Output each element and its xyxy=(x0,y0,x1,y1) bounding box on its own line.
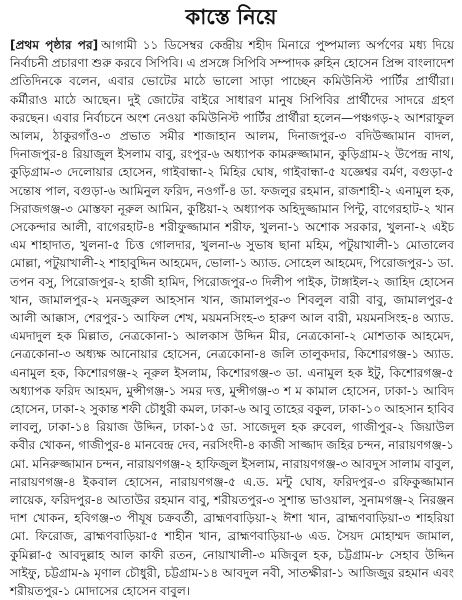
article-body-text: আগামী ১১ ডিসেম্বর কেন্দ্রীয় শহীদ মিনারে পুষ্পমাল্য অর্পণের মধ্য দিয়ে নির্বাচনী প্রচারণা শুরু করবে সিপিবি। এ প্রসঙ্গে সিপিবি সম্পাদক রুহিন হোসেন প্রিন্স বাংলাদেশ প্রতিদিনকে বলেন, এবার ভোটের মাঠে ভালো সাড়া পাচ্ছেন কমিউনিস্ট পার্টির প্রার্থীরা। কর্মীরাও মাঠে আছেন। দুই জোটের বাইরে সাধারণ মানুষ সিপিবির প্রার্থীদের সাদরে গ্রহণ করছেন। এবার নির্বাচনে অংশ নেওয়া কমিউনিস্ট পার্টির প্রার্থীরা হলেন—পঞ্চগড়-২ আশরাফুল আলম, ঠাকুরগাঁও-৩ প্রভাত সমীর শাজাহান আলম, দিনাজপুর-৩ বদিউজ্জামান বাদল, দিনাজপুর-৪ রিয়াজুল ইসলাম বাবু, রংপুর-৬ অধ্যাপক কামরুজ্জামান, কুড়িগ্রাম-২ উপেন্দ্র নাথ, কুড়িগ্রাম-৩ দেলোয়ার হোসেন, গাইবান্ধা-২ মিহির ঘোষ, গাইবান্ধা-৫ যজ্ঞেশ্বর বর্মণ, বগুড়া-৫ সন্তোষ পাল, বগুড়া-৬ আমিনুল ফরিদ, নওগাঁ-৪ ডা. ফজলুর রহমান, রাজশাহী-২ এনামুল হক, সিরাজগঞ্জ-৩ মোস্তফা নূরুল আমিন, কুষ্টিয়া-২ অধ্যাপক অহিদুজ্জামান পিন্টু, বাগেরহাট-২ খান সেকেন্দার আলী, বাগেরহাট-৪ শরীফুজ্জামান শরীফ, খুলনা-১ অশোক সরকার, খুলনা-২ এইচ এম শাহাদাত, খুলনা-৫ চিত্ত গোলদার, খুলনা-৬ সুভাষ ছানা মহিম, পটুয়াখালী-১ মোতালেব মোল্লা, পটুয়াখালী-২ শাহাবুদ্দিন আহমেদ, ভোলা-১ অ্যাড. সোহেল আহমেদ, পিরোজপুর-১ ডা. তপন বসু, পিরোজপুর-২ হাজী হামিদ, পিরোজপুর-৩ দিলীপ পাইক, টাঙ্গাইল-২ জাহিদ হোসেন খান, জামালপুর-২ মনজুরুল আহসান খান, জামালপুর-৩ শিবলুল বারী বাবু, জামালপুর-৫ আলী আক্কাস, শেরপুর-১ আফিল শেখ, ময়মনসিংহ-৩ হারুণ আল বারী, ময়মনসিংহ-৪ অ্যাড. এমদাদুল হক মিল্লাত, নেত্রকোনা-১ আলকাস উদ্দিন মীর, নেত্রকোনা-২ মোশতাক আহমেদ, নেত্রকোনা-৩ অধ্যক্ষ আনোয়ার হোসেন, নেত্রকোনা-৪ জলি তালুকদার, কিশোরগঞ্জ-১ অ্যাড. এনামুল হক, কিশোরগঞ্জ-২ নূরুল ইসলাম, কিশোরগঞ্জ-৩ ডা. এনামুল হক ইটু, কিশোরগঞ্জ-৫ অধ্যাপক ফরিদ আহমদ, মুন্সীগঞ্জ-১ সমর দত্ত, মুন্সীগঞ্জ-৩ শ ম কামাল হোসেন, ঢাকা-১ আবিদ হোসেন, ঢাকা-২ সুকান্ত শফী চৌধুরী কমল, ঢাকা-৬ আবু তাহের বকুল, ঢাকা-১০ আহসান হাবিব লাবলু, ঢাকা-১৪ রিয়াজ উদ্দিন, ঢাকা-১৫ ডা. সাজেদুল হক রুবেল, গাজীপুর-২ জিয়াউল কবীর খোকন, গাজীপুর-৪ মানবেন্দ্র দেব, নরসিংদী-৪ কাজী সাজ্জাদ জহির চন্দন, নারায়ণগঞ্জ-১ মো. মনিরুজ্জামান চন্দন, নারায়ণগঞ্জ-২ হাফিজুল ইসলাম, নারায়ণগঞ্জ-৩ আবদুস সালাম বাবুল, নারায়ণগঞ্জ-৪ ইকবাল হোসেন, নারায়ণগঞ্জ-৫ এ.ড. মন্টু ঘোষ, ফরিদপুর-৩ রফিকুজ্জামান লায়েক, ফরিদপুর-৪ আতাউর রহমান বাবু, শরীয়তপুর-৩ সুশান্ত ভাওয়াল, সুনামগঞ্জ-২ নিরঞ্জন দাশ খোকন, হবিগঞ্জ-৩ পীযূষ চক্রবর্তী, ব্রাহ্মণবাড়িয়া-২ ঈশা খান, ব্রাহ্মণবাড়িয়া-৩ শাহরিয়া মো. ফিরোজ, ব্রাহ্মণবাড়িয়া-৫ শাহীন খান, ব্রাহ্মণবাড়িয়া-৬ এড. সৈয়দ মোহাম্মদ জামাল, কুমিল্লা-৫ আবদুল্লাহ আল কাফী রতন, নোয়াখালী-৩ মজিবুল হক, চট্টগ্রাম-৮ সেহাব উদ্দিন সাইফু, চট্টগ্রাম-৯ মৃণাল চৌধুরী, চট্টগ্রাম-১৪ আবদুল নবী, সাতক্ষীরা-১ আজিজুর রহমান এবং শরীয়তপুর-১ মোদাসের হোসেন বাবুল। xyxy=(10,38,454,599)
headline-container xyxy=(0,5,462,29)
continuation-label: [প্রথম পৃষ্ঠার পর] xyxy=(10,38,99,52)
article-headline: কাস্তে নিয়ে xyxy=(185,5,277,29)
article-body xyxy=(10,36,454,599)
